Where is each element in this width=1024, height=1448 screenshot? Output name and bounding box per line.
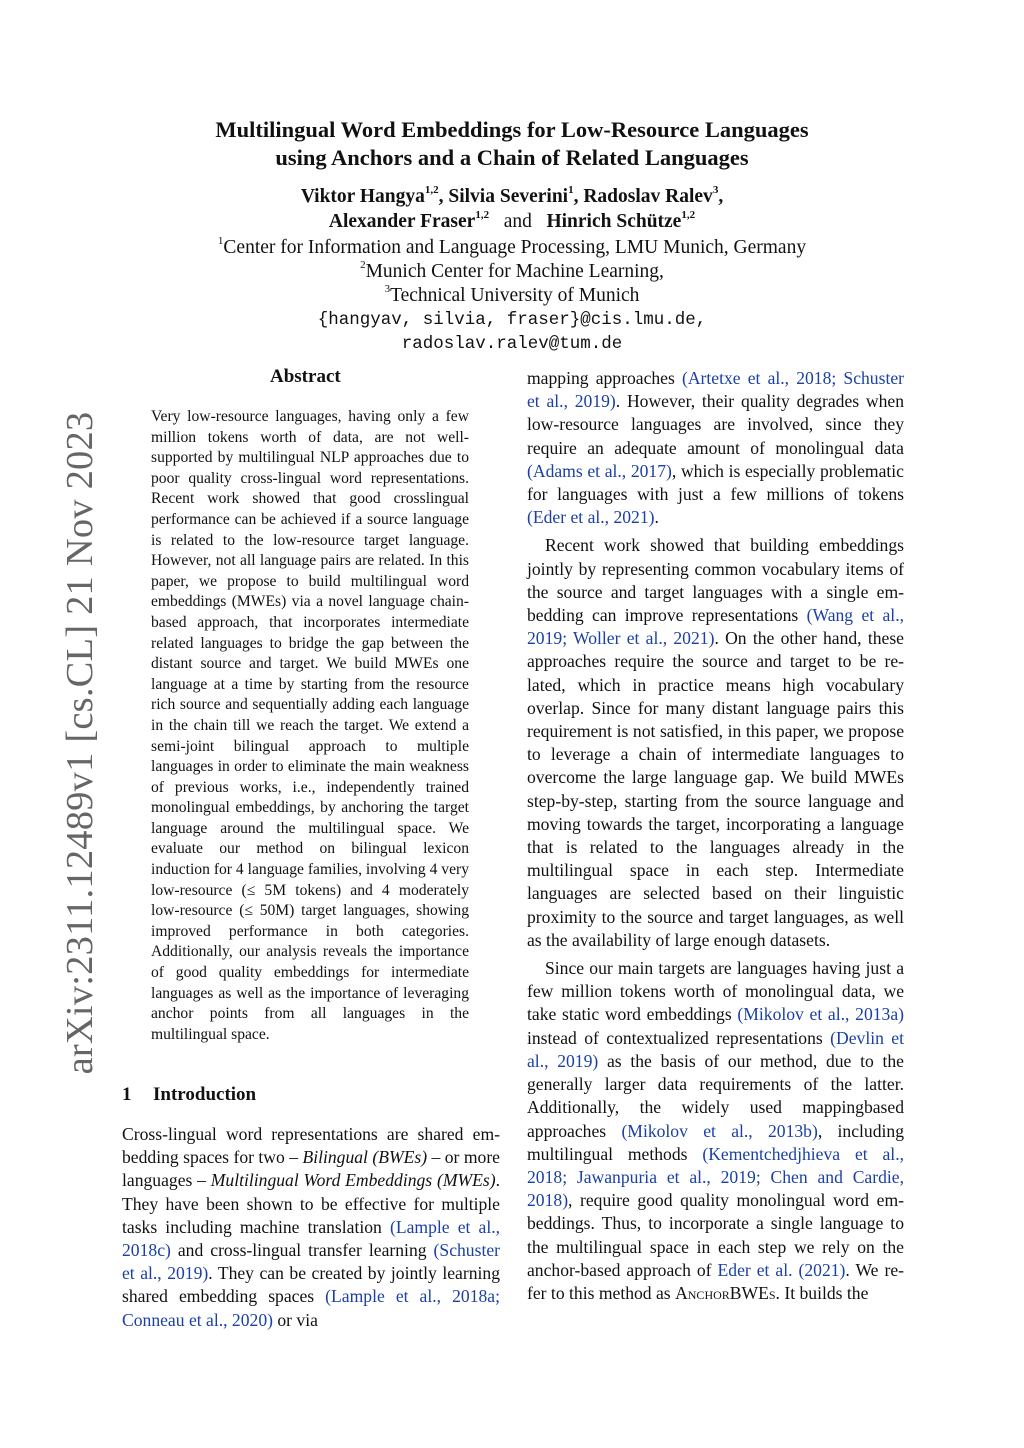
abstract-line: language is related to the low-resource target — [151, 510, 469, 549]
abstract-line: supported by multilingual NLP approaches due — [151, 449, 452, 467]
text-span: the multilingual space in each step we rely on the — [527, 1236, 904, 1257]
and-connector: and — [503, 211, 532, 232]
left-column-text — [122, 1123, 500, 1332]
term-bwe: Bilingual (BWEs) — [302, 1147, 428, 1168]
abstract-line: tions. Recent work showed that good cross — [151, 469, 469, 508]
text-span: based approaches — [527, 1097, 904, 1141]
abstract-line: space. — [231, 1025, 270, 1043]
text-span: or via — [272, 1309, 318, 1330]
arxiv-identifier: arXiv:2311.12489v1 [cs.CL] 21 Nov 2023 — [59, 411, 101, 1075]
abstract-line: the gap between the distant source and target. — [151, 634, 470, 673]
intro-paragraph-2 — [527, 534, 904, 952]
citation-link[interactable]: (Artetxe et al., 2018; Schus — [681, 368, 886, 388]
section-number: 1 — [122, 1084, 132, 1105]
method-name: BWEs — [729, 1282, 776, 1303]
text-span: . They have been shown to be effective — [122, 1170, 500, 1214]
text-span: . On the other hand, these — [714, 628, 904, 649]
abstract-line: around the multilingual space. We evaluate our — [151, 819, 469, 858]
intro-paragraph-1 — [122, 1123, 500, 1332]
affil-text: Center for Information and Language Processing, LMU Munich, Germany — [223, 237, 807, 258]
text-span: . They can be cre — [208, 1263, 333, 1284]
abstract-line: embeddings, by anchoring the target language — [151, 799, 470, 837]
text-span: rating a language that is related to the languages — [527, 813, 904, 858]
text-span: as the basis of our method, — [598, 1050, 818, 1071]
text-span: a few million tokens worth of monolingual data, — [527, 958, 904, 1002]
paper-header — [0, 116, 1024, 356]
text-span: build MWEs step-by-step, starting from the source — [527, 767, 904, 811]
text-span: of the source and target languages with a single em — [527, 558, 904, 602]
citation-link[interactable]: (Kementchedjhieva et al., — [702, 1143, 904, 1164]
text-span: jointly by representing common vocabulary items — [527, 558, 884, 579]
text-span: tokens — [858, 484, 904, 505]
term-mwe-abbr: (MWEs) — [436, 1170, 496, 1191]
abstract-paragraph — [151, 407, 469, 1045]
abstract-line: works, i.e., independently trained monolingual — [151, 778, 470, 817]
text-span: anchor-based approach of — [527, 1259, 718, 1280]
citation-link[interactable]: (Lample et al., 2018a; Conneau et al., 2020) — [122, 1286, 500, 1330]
abstract-line: related. In this paper, we propose to build mul — [151, 552, 469, 590]
text-span: beddings. Thus, to incorporate a single language to — [527, 1213, 904, 1234]
abstract-line: tilingual word embeddings (MWEs) via a novel — [151, 572, 469, 611]
author-list — [0, 184, 1024, 234]
text-span: guages, as well as the availability of large enough — [527, 906, 904, 950]
text-span: – or — [427, 1147, 460, 1168]
affiliation-2 — [0, 260, 1024, 284]
abstract-line: rates intermediate related languages to bridge — [151, 613, 470, 652]
abstract-line: guage families, involving 4 very low-resource — [151, 861, 469, 899]
text-span: data — [874, 437, 904, 458]
text-span: . However, their quality degrades — [615, 391, 860, 412]
citation-link[interactable]: (Adams et al., 2017) — [527, 460, 672, 481]
text-span: , require good quality monolingual word em — [568, 1190, 904, 1211]
title-line-1: Multilingual Word Embeddings for Low-Resource Languages — [215, 117, 809, 142]
title-line-2: using Anchors and a Chain of Related Languages — [275, 145, 749, 170]
text-span: datasets. — [770, 929, 831, 950]
abstract-line: (≤ 50M) target languages, showing improved — [151, 902, 469, 940]
citation-link[interactable]: (Mikolov et al., 2013b) — [621, 1120, 818, 1141]
abstract-line: der to eliminate the main weakness of previous — [151, 758, 469, 796]
intro-paragraph-3 — [527, 957, 904, 1305]
author-line-2 — [0, 209, 1024, 234]
author-name: Radoslav Ralev — [583, 186, 713, 207]
abstract-line: (≤ 5M tokens) and 4 moderately low-resource — [151, 881, 469, 920]
text-span: Since our main targets are languages having just — [545, 958, 891, 979]
citation-link[interactable]: (Mikolov et al., — [737, 1004, 850, 1025]
author-affil-mark: 1,2 — [681, 208, 696, 221]
abstract-line: few million tokens worth of data, are not well — [151, 408, 469, 446]
citation-link[interactable]: (Lample et al., 2018c) — [122, 1216, 500, 1261]
abstract-line: bilingual approach to multiple languages in or — [151, 737, 469, 776]
text-span: this requirement is not satisfied, in this paper, we — [527, 697, 904, 742]
right-column-text — [527, 367, 904, 1305]
intro-paragraph-1-continued — [527, 367, 904, 529]
abstract-line: points from all languages in the multilingual — [151, 1005, 470, 1043]
email-line-1: {hangyav, silvia, fraser}@cis.lmu.de, — [317, 310, 707, 330]
citation-link[interactable]: (Devlin et al., 2019) — [527, 1027, 904, 1071]
text-span: approaches require the source and target to be re — [527, 651, 904, 672]
abstract-line: language. However, not all language pairs are — [151, 531, 469, 570]
citation-link[interactable]: Eder et al. (2021) — [717, 1259, 846, 1280]
affil-mark: 2 — [360, 258, 366, 271]
abstract-line: method on bilingual lexicon induction for 4 lan — [151, 840, 469, 879]
author-line-1: Viktor Hangya$^{1,2}$, Silvia Severini$^1$, Radoslav Ralev$^3$, — [300, 183, 724, 207]
abstract-line: lingual performance can be achieved if a source — [151, 490, 469, 528]
text-span: ing multilingual methods — [527, 1120, 905, 1164]
text-span: already in the multilingual space in each step. In — [527, 837, 905, 881]
author-name: Viktor Hangya — [300, 186, 425, 207]
text-span: guages to overcome the large language gap. We — [527, 744, 904, 788]
abstract-line: starting from the resource rich source and se — [151, 675, 469, 714]
text-span: Recent work showed that building embeddings — [545, 535, 904, 556]
text-span: mapping approaches — [527, 368, 682, 388]
paper-title — [0, 116, 1024, 172]
method-name: Anchor — [675, 1282, 730, 1303]
text-span: , includ — [817, 1120, 882, 1141]
text-span: the latter. Additionally, the widely used mapping — [527, 1074, 904, 1118]
citation-link[interactable]: (Schuster et al., 2019) — [122, 1240, 500, 1284]
text-span: . We re — [845, 1259, 904, 1280]
text-span: lematic for languages with just a few millions of — [527, 460, 904, 505]
abstract-line: Very low-resource languages, having only a — [151, 408, 439, 425]
affiliation-3 — [0, 284, 1024, 308]
abstract-body — [151, 407, 469, 1045]
text-span: bedding spaces for two – — [122, 1147, 303, 1168]
abstract-heading: Abstract — [270, 366, 341, 387]
text-span: we take static word embeddings — [527, 981, 904, 1025]
abstract-line: We build MWEs one language at a time by — [151, 655, 469, 693]
text-span: learning — [368, 1240, 434, 1261]
author-affil-mark: 1,2 — [475, 208, 490, 221]
citation-link[interactable]: 2019; Woller et al., 2021) — [527, 628, 715, 649]
citation-link[interactable]: (Wang et al., — [806, 605, 904, 626]
abstract-line: our analysis reveals the importance of good — [151, 943, 469, 982]
text-span: and cross-lingual transfer — [170, 1240, 362, 1261]
affil-text: Technical University of Munich — [390, 285, 640, 306]
abstract-line: language chain-based approach, that incorpo — [151, 593, 469, 631]
email-line-2: radoslav.ralev@tum.de — [401, 334, 623, 354]
abstract-line: to poor quality cross-lingual word representa — [151, 449, 469, 487]
text-span: propose to leverage a chain of intermediate lan — [527, 721, 904, 765]
abstract-line: performance in both categories. Additionally, — [151, 922, 469, 961]
citation-link[interactable]: 2013a) — [855, 1004, 904, 1025]
citation-link[interactable]: (Eder et al., 2021) — [527, 507, 655, 528]
text-span: . It builds the — [775, 1282, 869, 1303]
text-span: ated by jointly learning shared embedding spaces — [122, 1263, 500, 1307]
affil-text: Munich Center for Machine Learning, — [365, 261, 664, 282]
text-span: when low-resource languages are involved, since — [527, 391, 904, 435]
author-affil-mark: 1,2 — [424, 183, 439, 196]
text-span: language and moving towards the target, incorpo — [527, 790, 904, 834]
citation-link[interactable]: ter et al., 2019) — [527, 368, 905, 412]
term-mwe: Multilingual Word Embeddings — [210, 1170, 433, 1191]
citation-link[interactable]: 2018) — [527, 1190, 569, 1211]
text-span: instead of contextualized representations — [527, 1027, 823, 1048]
author-name: Hinrich Schütze — [546, 211, 682, 232]
abstract-line: as well as the importance of leveraging anchor — [151, 984, 469, 1023]
text-span: they require an adequate amount of monolingual — [527, 414, 904, 458]
author-name: Silvia Severini — [448, 186, 569, 207]
text-span: lated, which in practice means high vocabulary — [527, 674, 904, 695]
text-span: fer to this method as — [527, 1282, 676, 1303]
section-heading-introduction — [122, 1084, 502, 1106]
author-name: Alexander Fraser — [328, 211, 476, 232]
text-span: Cross-lingual word representations are shared em — [122, 1124, 500, 1144]
text-span: due to the generally larger data requirements of — [527, 1050, 904, 1095]
text-span: termediate languages are selected based on their — [527, 860, 904, 904]
abstract-line: quentially adding each language in the chain — [151, 696, 469, 734]
abstract-line: quality embeddings for intermediate languages — [151, 964, 469, 1002]
text-span: , which is especially prob — [671, 460, 853, 481]
text-span: bedding can improve representations — [527, 605, 807, 626]
text-span: overlap. Since for many distant language pairs — [527, 697, 872, 718]
text-span: . — [654, 507, 659, 528]
text-span: more languages – — [122, 1147, 500, 1191]
section-title: Introduction — [153, 1084, 257, 1105]
abstract-line: till we reach the target. We extend a semi-joint — [151, 716, 469, 755]
text-span: linguistic proximity to the source and target lan — [527, 883, 904, 927]
citation-link[interactable]: 2018; Jawanpuria et al., 2019; Chen and Cardie, — [527, 1166, 904, 1187]
affiliation-1 — [0, 236, 1024, 260]
author-affil-mark: 3 — [712, 183, 719, 196]
affil-mark: 1 — [217, 234, 224, 247]
affil-mark: 3 — [384, 282, 391, 295]
text-span: for multiple tasks including machine translation — [122, 1193, 500, 1237]
author-affil-mark: 1 — [568, 183, 574, 196]
